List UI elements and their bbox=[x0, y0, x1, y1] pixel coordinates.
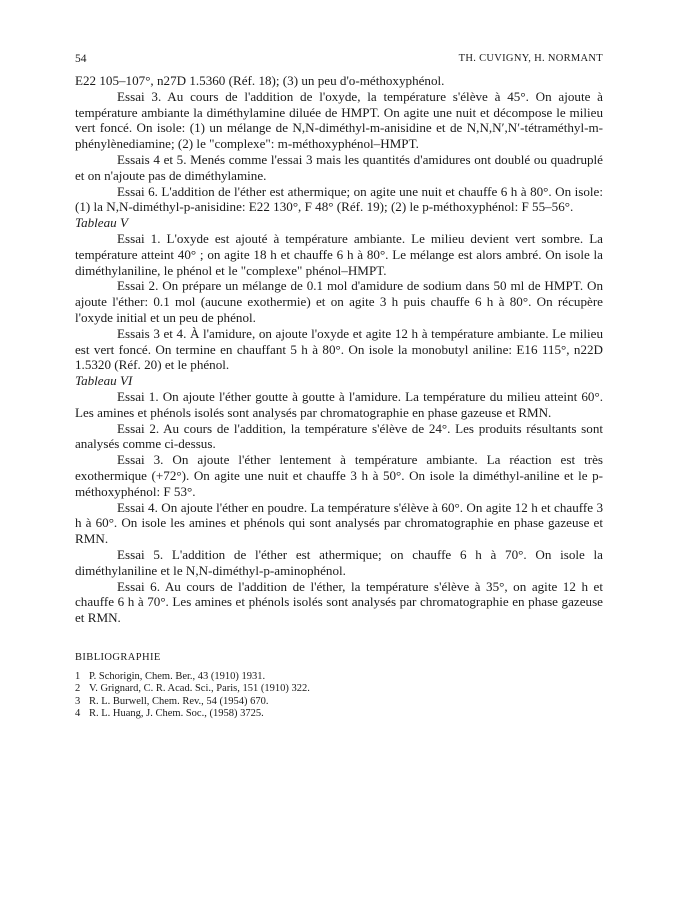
running-title: TH. CUVIGNY, H. NORMANT bbox=[458, 53, 603, 64]
reference-number: 4 bbox=[75, 708, 81, 720]
paragraph: Essai 1. L'oxyde est ajouté à température ambiante. Le milieu devient vert sombre. La température atteint 40° ; on agite 18 h et chauffe 6 h à 80°. Le mélange est alors ambré. On isole la diméthylaniline, le phénol et le "complexe" phénol–HMPT. bbox=[75, 230, 603, 278]
reference-item bbox=[75, 708, 603, 721]
reference-number: 1 bbox=[75, 670, 81, 682]
paragraph: Essai 2. Au cours de l'addition, la température s'élève de 24°. Les produits résultants sont analysés comme ci-dessus. bbox=[75, 420, 603, 452]
reference-number: 3 bbox=[75, 695, 81, 707]
paragraph: Essais 3 et 4. À l'amidure, on ajoute l'oxyde et agite 12 h à température ambiante. Le milieu est vert foncé. On termine en chauffant 5 h à 80°. On isole la monobutyl aniline: E16 115°, n22D 1.5320 (Réf. 20) et le phénol. bbox=[75, 325, 603, 373]
paragraph: Essai 3. Au cours de l'addition de l'oxyde, la température s'élève à 45°. On ajoute à température ambiante la diméthylamine diluée de HMPT. On agite une nuit et décompose le milieu vert foncé. On isole: (1) un mélange de N,N-diméthyl-m-anisidine et de N,N,N′,N′-tétraméthyl-m-phénylènediamine; (2) le "complexe": m-méthoxyphénol–HMPT. bbox=[75, 88, 603, 152]
reference-text: V. Grignard, C. R. Acad. Sci., Paris, 151 (1910) 322. bbox=[89, 683, 310, 695]
paragraph: Essais 4 et 5. Menés comme l'essai 3 mais les quantités d'amidures ont doublé ou quadruplé et on n'ajoute pas de diméthylamine. bbox=[75, 151, 603, 183]
section-heading: Tableau VI bbox=[75, 373, 133, 389]
reference-text: R. L. Huang, J. Chem. Soc., (1958) 3725. bbox=[89, 708, 264, 720]
reference-item bbox=[75, 696, 603, 709]
paragraph: Essai 5. L'addition de l'éther est athermique; on chauffe 6 h à 70°. On isole la diméthylaniline et le N,N-diméthyl-p-aminophénol. bbox=[75, 546, 603, 578]
section-heading: Tableau V bbox=[75, 215, 128, 231]
page bbox=[75, 53, 603, 721]
paragraph: Essai 2. On prépare un mélange de 0.1 mol d'amidure de sodium dans 50 ml de HMPT. On ajoute l'éther: 0.1 mol (aucune exothermie) et on agite 3 h puis chauffe 6 h à 80°. On récupère l'oxyde initial et un peu de phénol. bbox=[75, 278, 603, 325]
paragraph: E22 105–107°, n27D 1.5360 (Réf. 18); (3) un peu d'o-méthoxyphénol. bbox=[75, 73, 445, 88]
reference-list bbox=[75, 671, 603, 721]
paragraph: Essai 6. Au cours de l'addition de l'éther, la température s'élève à 35°, on agite 12 h et chauffe 6 h à 70°. Les amines et phénols isolés sont analysés par chromatographie en phase gazeuse et RMN. bbox=[75, 578, 603, 626]
bibliography-title: BIBLIOGRAPHIE bbox=[75, 651, 161, 663]
reference-item bbox=[75, 683, 603, 696]
reference-text: P. Schorigin, Chem. Ber., 43 (1910) 1931. bbox=[89, 670, 266, 682]
page-number: 54 bbox=[75, 53, 87, 65]
reference-text: R. L. Burwell, Chem. Rev., 54 (1954) 670. bbox=[89, 695, 269, 707]
paragraph: Essai 4. On ajoute l'éther en poudre. La température s'élève à 60°. On agite 12 h et chauffe 3 h à 60°. On isole les amines et phénols qui sont analysés par chromatographie en phase gazeuse et RMN. bbox=[75, 499, 603, 547]
reference-item bbox=[75, 671, 603, 684]
reference-number: 2 bbox=[75, 683, 81, 695]
bibliography bbox=[75, 652, 603, 721]
paragraph: Essai 6. L'addition de l'éther est athermique; on agite une nuit et chauffe 6 h à 80°. On isole: (1) la N,N-diméthyl-p-anisidine: E22 130°, F 48° (Réf. 19); (2) le p-méthoxyphénol: F 55–56°. bbox=[75, 183, 603, 215]
paragraph: Essai 3. On ajoute l'éther lentement à température ambiante. La réaction est très exothermique (+72°). On agite une nuit et chauffe 3 h à 50°. On isole la diméthyl-aniline et le p-méthoxyphénol: F 53°. bbox=[75, 452, 603, 499]
page-header bbox=[75, 53, 603, 69]
paragraph: Essai 1. On ajoute l'éther goutte à goutte à l'amidure. La température du milieu atteint 60°. Les amines et phénols isolés sont analysés par chromatographie en phase gazeuse et RMN. bbox=[75, 388, 603, 420]
main-text bbox=[75, 73, 603, 626]
